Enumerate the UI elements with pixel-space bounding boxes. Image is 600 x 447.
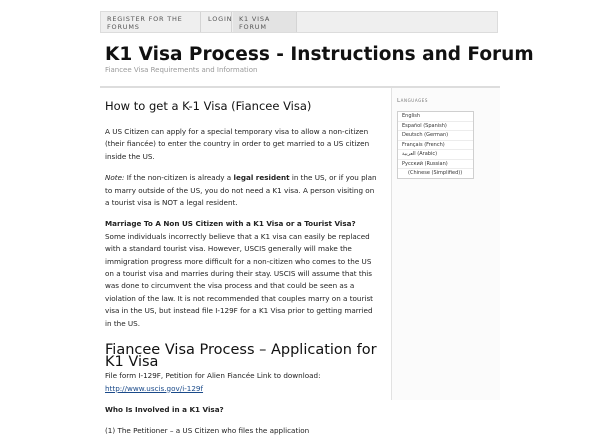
sidebar-divider [391,88,392,400]
languages-widget-title: Languages [397,98,429,104]
note-label: Note: [105,173,125,183]
tourist-visa-section [105,218,377,330]
file-form-text: File form I-129F, Petition for Alien Fiancée Link to download: [105,371,321,381]
tourist-visa-heading: Marriage To A Non US Citizen with a K1 Visa or a Tourist Visa? [105,219,356,229]
note-text-post: in the US, or if you plan to marry outside of the US, you do not need a K1 visa. A person visiting on a tourist visa is NOT a legal resident. [105,173,377,208]
uscis-link[interactable]: http://www.uscis.gov/i-129f [105,383,204,393]
file-form-paragraph [105,370,377,395]
who-involved-heading [105,404,377,416]
language-item-spanish[interactable]: Español (Spanish) [398,122,473,132]
language-item-arabic[interactable]: العربية (Arabic) [398,150,473,160]
intro-paragraph: A US Citizen can apply for a special temporary visa to allow a non-citizen (their fiancée) to enter the country in order to get married to a US citizen inside the US. [105,127,370,161]
note-paragraph [105,172,377,209]
languages-list [397,111,474,179]
language-item-french[interactable]: Français (French) [398,141,473,151]
language-item-english[interactable]: English [398,112,473,122]
top-navigation [100,11,498,33]
language-item-german[interactable]: Deutsch (German) [398,131,473,141]
site-title[interactable]: K1 Visa Process - Instructions and Forum [105,44,534,65]
note-bold: legal resident [233,173,290,183]
post-title[interactable]: How to get a K-1 Visa (Fiancee Visa) [105,99,312,113]
nav-register-link[interactable]: REGISTER FOR THE FORUMS [101,12,201,32]
application-heading: Fiancee Visa Process – Application for K1 Visa [105,342,377,371]
nav-login-link[interactable]: LOGIN [202,12,232,32]
language-item-chinese[interactable]: (Chinese (Simplified)) [408,170,463,176]
nav-k1-forum-link[interactable]: K1 VISA FORUM [233,12,297,32]
petitioner-paragraph: (1) The Petitioner – a US Citizen who files the application [105,426,310,436]
tourist-visa-paragraph: Some individuals incorrectly believe that a K1 visa can easily be replaced with a standard tourist visa. However, USCIS generally will make the immigration progress more difficult for a non-citizen who comes to the US on a tourist visa and marries during their stay. USCIS will assume that this was done to circumvent the visa process and that could be seen as a violation of the law. It is not recommended that couples marry on a tourist visa in the US, but instead file I-129F for a K1 Visa prior to getting married in the US. [105,231,374,328]
who-involved-text: Who Is Involved in a K1 Visa? [105,404,224,414]
note-text-pre: If the non-citizen is already a [124,173,234,183]
language-item-russian[interactable]: Русский (Russian) [398,160,473,170]
main-content [105,96,377,447]
site-tagline: Fiancee Visa Requirements and Information [105,66,258,74]
